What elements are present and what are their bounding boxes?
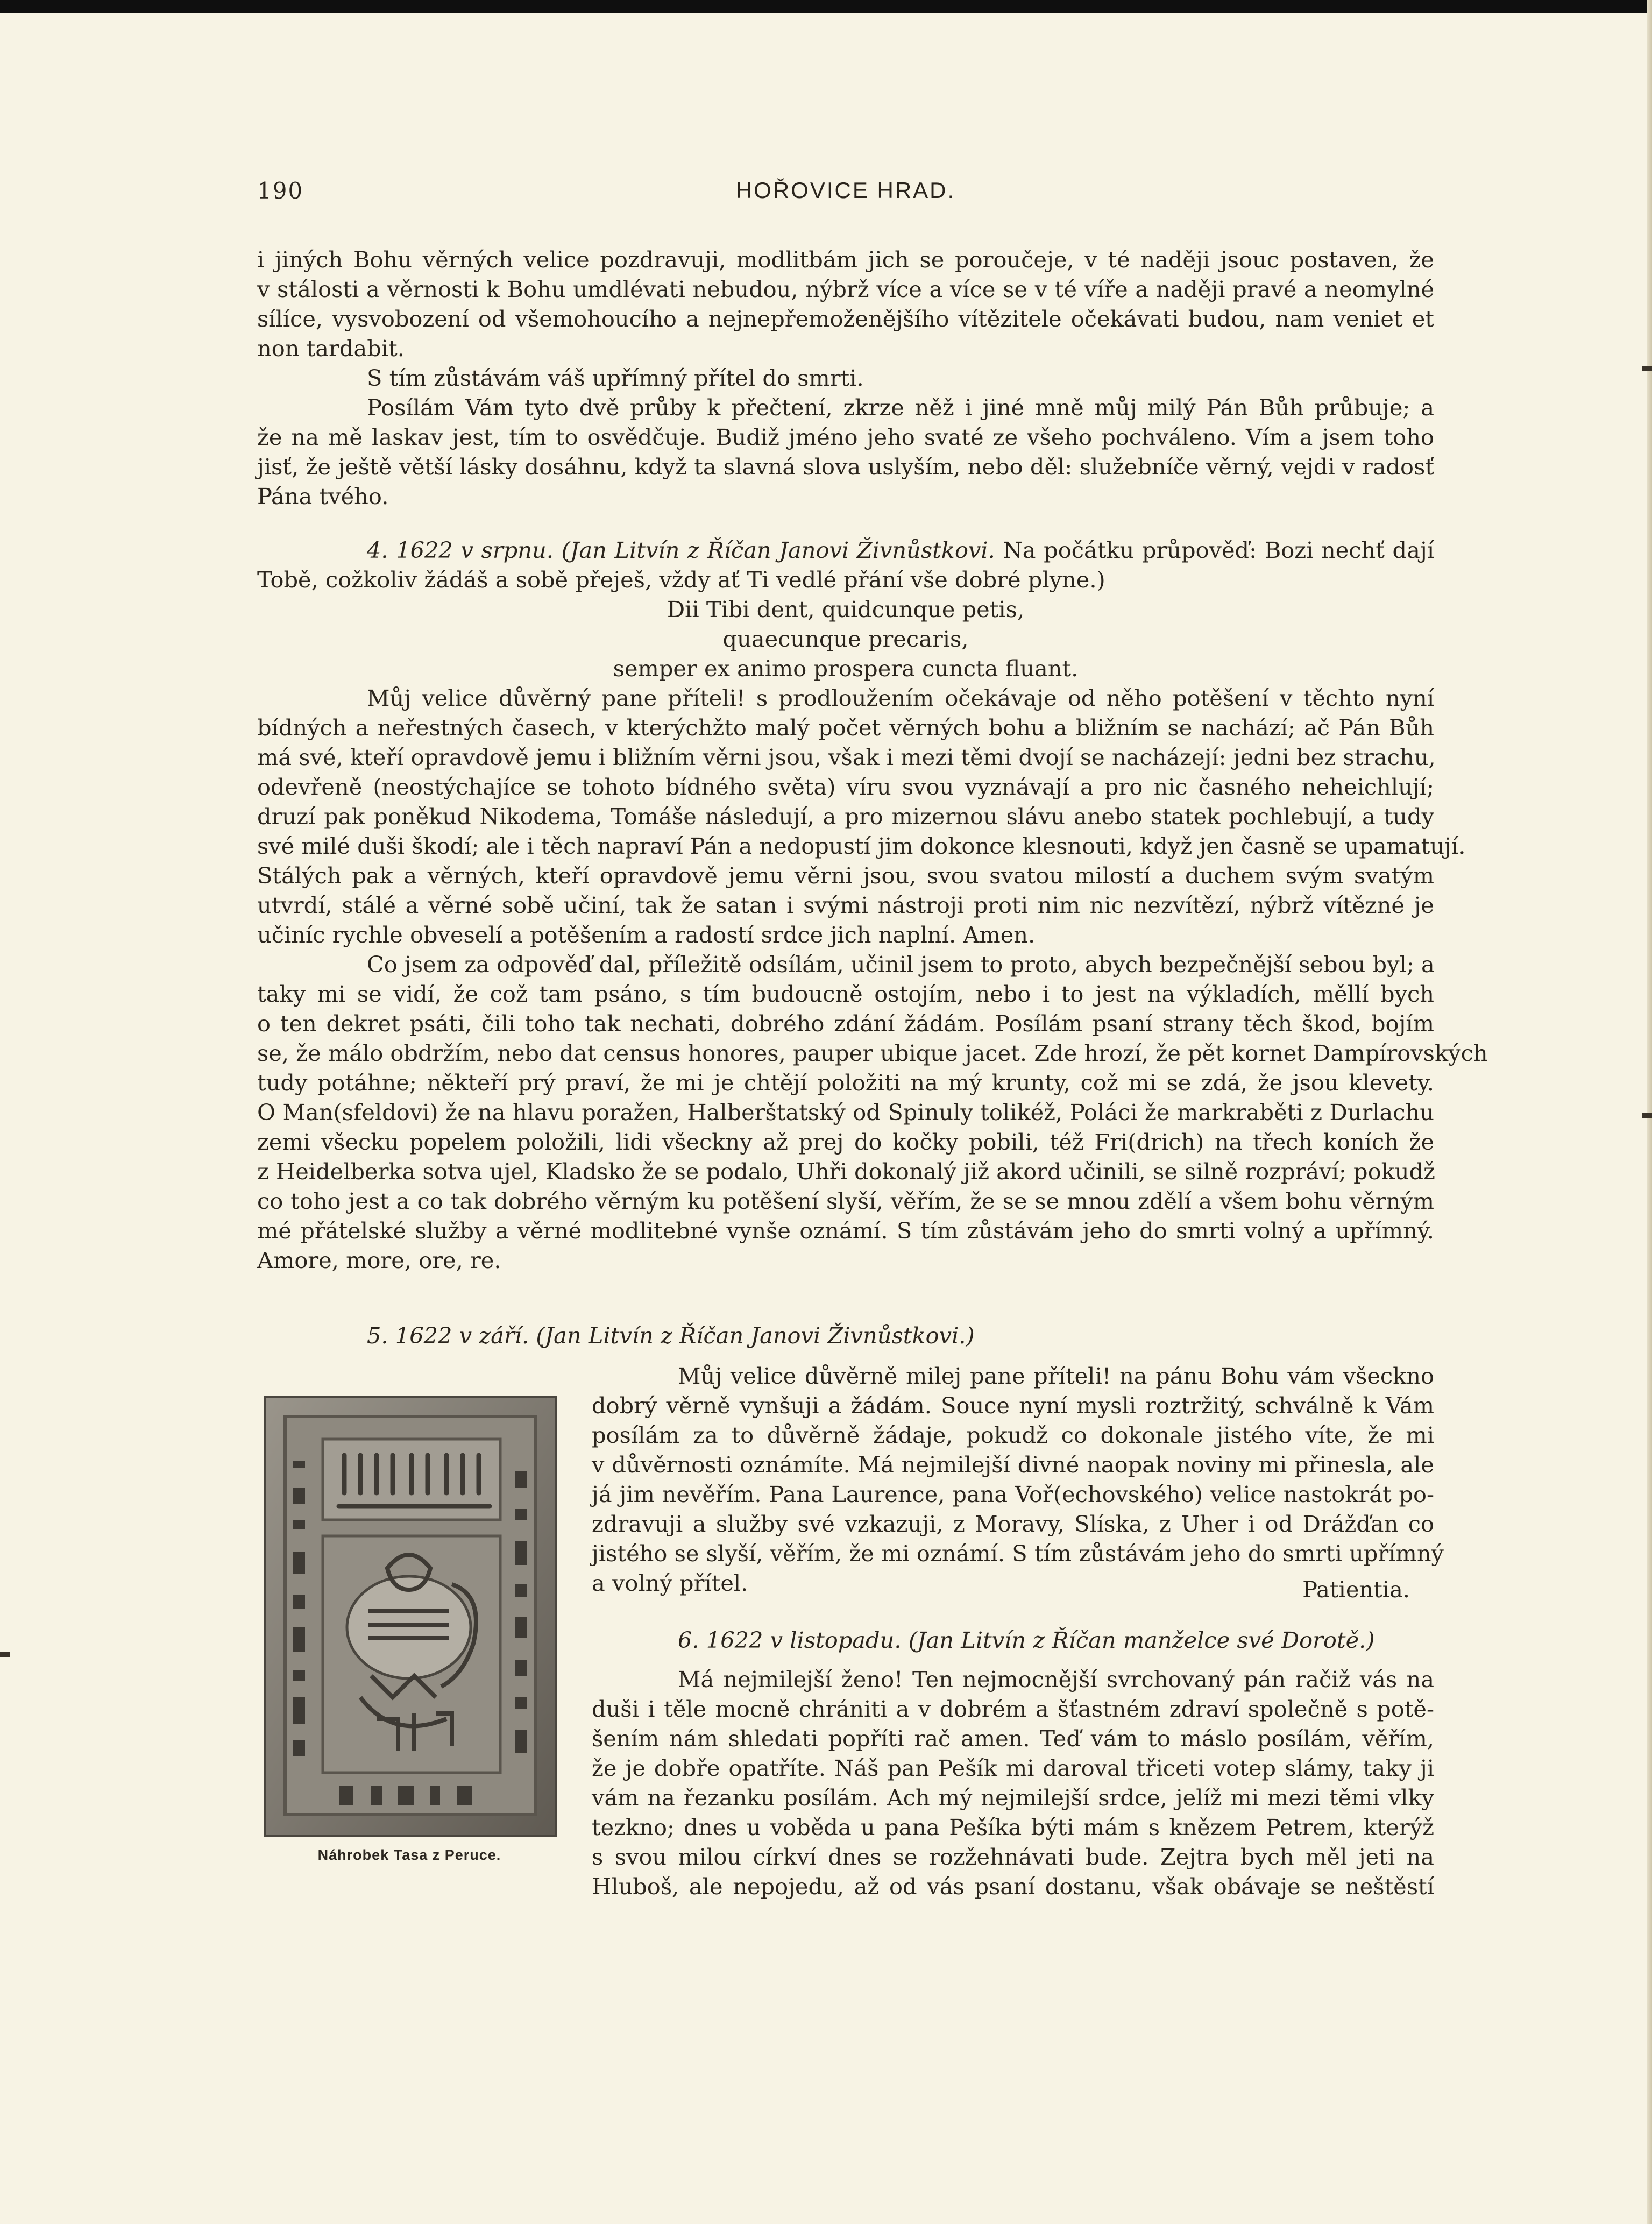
text-line: duši i těle mocně chrániti a v dobrém a šťastném zdraví společně s potě-: [592, 1696, 1434, 1722]
right-column: [592, 1361, 1444, 1901]
text-line: sílíce, vysvobození od všemohoucího a nejnepřemoženějšího vítězitele očekávati budou, nam veniet et: [257, 306, 1434, 332]
text-line: Posílám Vám tyto dvě průby k přečtení, zkrze něž i jiné mně můj milý Pán Bůh průbuje; a: [367, 394, 1434, 421]
text-line: i jiných Bohu věrných velice pozdravuji, modlitbám jich se poroučeje, v té naději jsouc postaven, že: [257, 246, 1434, 273]
text-line: tudy potáhne; někteří prý praví, že mi je chtějí položiti na mý krunty, což mi se zdá, že jsou klevety.: [257, 1069, 1434, 1096]
closing-line: [592, 1568, 1434, 1604]
text-line: z Heidelberka sotva ujel, Kladsko že se podalo, Uhři dokonalý již akord učinili, se silně rozpráví; pokudž: [257, 1158, 1435, 1185]
text-line: šením nám shledati popříti rač amen. Teď vám to máslo posílám, věřím,: [592, 1725, 1434, 1752]
text-line: taky mi se vidí, že což tam psáno, s tím budoucně ostojím, nebo i to jest na výkladích, měllí bych: [257, 981, 1434, 1007]
text-line: Hluboš, ale nepojedu, až od vás psaní dostanu, však obávaje se neštěstí: [592, 1873, 1434, 1900]
text-line: já jim nevěřím. Pana Laurence, pana Voř(echovského) velice nastokrát po-: [592, 1481, 1434, 1507]
text-line: že je dobře opatříte. Náš pan Pešík mi daroval třiceti votep slámy, taky ji: [592, 1755, 1434, 1781]
text-line: zemi všecku popelem položili, lidi všeckny až prej do kočky pobili, též Fri(drich) na třech koních že: [257, 1129, 1434, 1155]
text-line: O Man(sfeldovi) že na hlavu poražen, Halberštatský od Spinuly tolikéž, Poláci že markraběti z Durlachu: [257, 1099, 1434, 1125]
letter-closing-block: [257, 245, 1434, 511]
section-heading: [257, 535, 1434, 565]
text-line: non tardabit.: [257, 335, 405, 362]
text-line: Stálých pak a věrných, kteří opravdově jemu věrni jsou, svou svatou milostí a duchem svým svatým: [257, 862, 1434, 889]
text-line: o ten dekret psáti, čili toho tak nechati, dobrého zdání žádám. Posílám psaní strany těch škod, bojím: [257, 1010, 1434, 1037]
page-edge-mark: [1642, 366, 1652, 371]
section-heading: 5. 1622 v září. (Jan Litvín z Říčan Janovi Živnůstkovi.): [367, 1322, 975, 1349]
letter-section-4: [257, 535, 1488, 1275]
section-heading-italic: 4. 1622 v srpnu. (Jan Litvín z Říčan Janovi Živnůstkovi.: [367, 537, 995, 563]
text-line: učiníc rychle obveselí a potěšením a radostí srdce jich naplní. Amen.: [257, 922, 1036, 948]
latin-verse: Dii Tibi dent, quidcunque petis,: [667, 596, 1025, 622]
text-line: zdravuji a služby své vzkazuji, z Moravy, Slíska, z Uher i od Drážďan co: [592, 1511, 1434, 1537]
text-line: odevřeně (neostýchajíce se tohoto bídného světa) víru svou vyznávají a pro nic časného neheichlují;: [257, 774, 1434, 800]
text-line: tezkno; dnes u voběda u pana Pešíka býti mám s knězem Petrem, kterýž: [592, 1814, 1434, 1840]
page-edge-mark: [1642, 1113, 1652, 1118]
section-heading-text: Na počátku průpověď: Bozi nechť dají: [995, 537, 1434, 563]
section-5-heading-row: [257, 1321, 1434, 1350]
text-line: že na mě laskav jest, tím to osvědčuje. Budiž jméno jeho svaté ze všeho pochváleno. Vím a jsem toho: [257, 424, 1434, 450]
text-line: S tím zůstávám váš upřímný přítel do smrti.: [367, 365, 864, 391]
text-line: s svou milou církví dnes se rozžehnávati bude. Zejtra bych měl jeti na: [592, 1844, 1434, 1870]
text-line: mé přátelské služby a věrné modlitebné vynše oznámí. S tím zůstávám jeho do smrti volný a upřímný.: [257, 1217, 1434, 1244]
signature: Patientia.: [1302, 1576, 1410, 1603]
page-edge-mark: [0, 1652, 10, 1657]
text-line: dobrý věrně vynšuji a žádám. Souce nyní mysli roztržitý, schválně k Vám: [592, 1392, 1434, 1419]
text-line: utvrdí, stálé a věrné sobě učiní, tak že satan i svými nástroji proti nim nic nezvítězí, nýbrž vítězné je: [257, 892, 1434, 918]
text-line: své milé duši škodí; ale i těch napraví Pán a nedopustí jim dokonce klesnouti, když jen časně se upamatují.: [257, 833, 1466, 859]
text-line: v důvěrnosti oznámíte. Má nejmilejší divné naopak noviny mi přinesla, ale: [592, 1451, 1434, 1478]
text-line: Můj velice důvěrný pane příteli! s prodloužením očekávaje od něho potěšení v těchto nyní: [367, 685, 1434, 711]
text-line: má své, kteří opravdově jemu i bližním věrni jsou, však i mezi těmi dvojí se nacházejí: jedni bez strachu,: [257, 744, 1436, 770]
text-line: Co jsem za odpověď dal, příležitě odsílám, učinil jsem to proto, abych bezpečnější sebou byl; a: [367, 951, 1435, 978]
latin-verse: semper ex animo prospera cuncta fluant.: [613, 655, 1079, 682]
text-line: se, že málo obdržím, nebo dat census honores, pauper ubique jacet. Zde hrozí, že pět kornet Dampírovských: [257, 1040, 1488, 1066]
latin-verse: quaecunque precaris,: [722, 626, 969, 652]
scan-top-border: [0, 0, 1652, 13]
figure-caption: Náhrobek Tasa z Peruce.: [317, 1847, 501, 1863]
text-line: Můj velice důvěrně milej pane příteli! na pánu Bohu vám všeckno: [678, 1363, 1434, 1389]
text-line: Pána tvého.: [257, 483, 389, 509]
text-line: jistého se slyší, věřím, že mi oznámí. S tím zůstávám jeho do smrti upřímný: [592, 1540, 1444, 1567]
section-heading-line: Tobě, cožkoliv žádáš a sobě přeješ, vždy ať Ti vedlé přání vše dobré plyne.): [257, 566, 1105, 593]
text-line: Amore, more, ore, re.: [257, 1247, 501, 1273]
scan-right-edge: [1647, 0, 1652, 2224]
tombstone-figure: [257, 1391, 562, 1869]
text-line: jisť, že ještě větší lásky dosáhnu, když ta slavná slova uslyším, nebo děl: služebníče věrný, vejdi v radosť: [257, 454, 1434, 480]
text-line: v stálosti a věrnosti k Bohu umdlévati nebudou, nýbrž více a více se v té víře a naději pravé a neomylné: [257, 276, 1434, 302]
page-header: [257, 178, 1434, 210]
text-line: bídných a neřestných časech, v kterýchžto malý počet věrných bohu a bližním se nachází; ač Pán Bůh: [257, 714, 1434, 741]
text-line: druzí pak poněkud Nikodema, Tomáše následují, a pro mizernou slávu anebo statek pochlebují, a tudy: [257, 803, 1434, 830]
text-line: co toho jest a co tak dobrého věrným ku potěšení slyší, věřím, že se se mnou zdělí a všem bohu věrným: [257, 1188, 1434, 1214]
tombstone-image: [264, 1396, 557, 1837]
page-number: 190: [257, 178, 304, 204]
section-heading: 6. 1622 v listopadu. (Jan Litvín z Říčan manželce své Dorotě.): [678, 1627, 1375, 1653]
running-title: HOŘOVICE HRAD.: [735, 178, 956, 203]
closing-text: a volný přítel.: [592, 1570, 748, 1596]
text-line: vám na řezanku posílám. Ach mý nejmilejší srdce, jelíž mi mezi těmi vlky: [592, 1784, 1434, 1811]
text-line: Má nejmilejší ženo! Ten nejmocnější svrchovaný pán račiž vás na: [678, 1666, 1434, 1692]
text-line: posílám za to důvěrně žádaje, pokudž co dokonale jistého víte, že mi: [592, 1422, 1434, 1448]
